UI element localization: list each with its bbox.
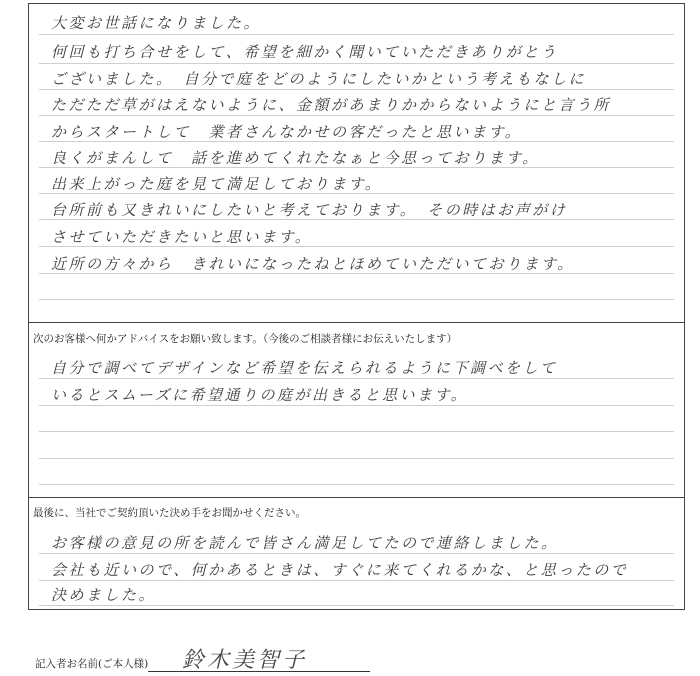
ruled-line — [39, 458, 674, 459]
ruled-line — [39, 405, 674, 406]
handwritten-line: いるとスムーズに希望通りの庭が出きると思います。 — [51, 386, 469, 404]
ruled-line — [39, 89, 674, 90]
handwritten-line: 良くがまんして 話を進めてくれたなぁと今思っております。 — [51, 149, 540, 167]
handwritten-line: 会社も近いので、何かあるときは、すぐに来てくれるかな、と思ったので — [51, 561, 629, 579]
signature-underline — [148, 671, 370, 672]
handwritten-line: 大変お世話になりました。 — [51, 14, 262, 32]
handwritten-line: ございました。 自分で庭をどのようにしたいかという考えもなしに — [51, 70, 587, 88]
handwritten-line: 自分で調べてデザインなど希望を伝えられるように下調べをして — [51, 359, 558, 377]
handwritten-line: 出来上がった庭を見て満足しております。 — [51, 175, 383, 193]
ruled-line — [39, 484, 674, 485]
ruled-line — [39, 605, 674, 606]
ruled-line — [39, 63, 674, 64]
ruled-line — [39, 34, 674, 35]
ruled-line — [39, 378, 674, 379]
handwritten-line: させていただきたいと思います。 — [51, 228, 313, 246]
signature-name: 鈴木美智子 — [182, 648, 308, 673]
ruled-line — [39, 431, 674, 432]
handwritten-line: ただただ草がはえないように、金額があまりかからないようにと言う所 — [51, 96, 612, 114]
handwritten-line: 台所前も又きれいにしたいと考えております。 その時はお声がけ — [51, 201, 568, 219]
ruled-line — [39, 580, 674, 581]
decision-question: 最後に、当社でご契約頂いた決め手をお聞かせください。 — [33, 507, 306, 519]
handwritten-line: からスタートして 業者さんなかせの客だったと思います。 — [51, 123, 523, 141]
ruled-line — [39, 553, 674, 554]
signature-label: 記入者お名前(ご本人様) — [35, 658, 149, 670]
handwritten-line: 決めました。 — [51, 586, 157, 604]
handwritten-line: 何回も打ち合せをして、希望を細かく聞いていただきありがとう — [51, 43, 559, 61]
ruled-line — [39, 299, 674, 300]
advice-question: 次のお客様へ何かアドバイスをお願い致します。（今後のご相談者様にお伝えいたします） — [33, 333, 458, 345]
advice-box — [28, 322, 685, 498]
ruled-line — [39, 115, 674, 116]
handwritten-line: 近所の方々から きれいになったねとほめていただいております。 — [51, 255, 575, 273]
handwritten-line: お客様の意見の所を読んで皆さん満足してたので連絡しました。 — [51, 534, 559, 552]
impressions-box — [28, 3, 685, 323]
decision-box — [28, 497, 685, 610]
